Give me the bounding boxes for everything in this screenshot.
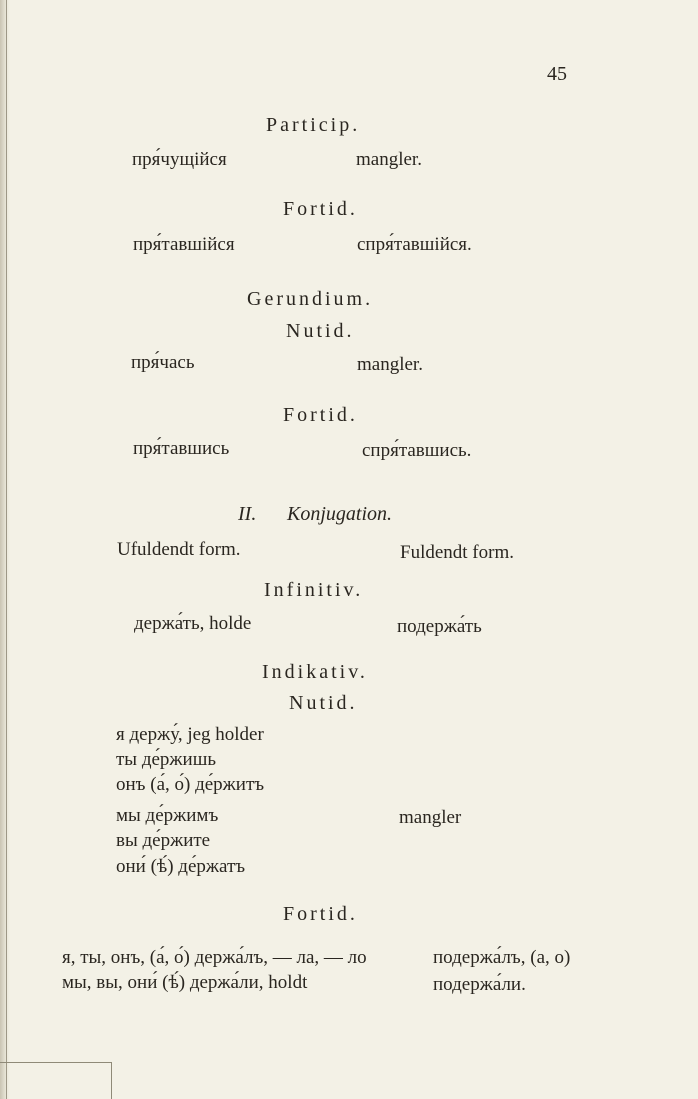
indikativ-line: мы де́ржимъ bbox=[116, 805, 219, 826]
ufuldendt-form-label: Ufuldendt form. bbox=[117, 539, 241, 560]
particip-fortid-right: спря́тавшійся. bbox=[357, 234, 472, 255]
infinitiv-left: держа́ть, holde bbox=[134, 613, 252, 634]
konjugation-title: Konjugation. bbox=[287, 503, 393, 525]
particip-present-right: mangler. bbox=[356, 149, 422, 170]
infinitiv-right: подержа́ть bbox=[397, 616, 482, 637]
fortid-row-left: мы, вы, они́ (ѣ́) держа́ли, holdt bbox=[62, 972, 308, 993]
gerundium-heading: Gerundium. bbox=[247, 288, 374, 310]
page-binding-edge bbox=[0, 0, 10, 1099]
konjugation-roman: II. bbox=[238, 503, 257, 525]
particip-fortid-left: пря́тавшійся bbox=[133, 234, 235, 255]
particip-present-left: пря́чущійся bbox=[132, 149, 227, 170]
indikativ-mangler-note: mangler bbox=[399, 807, 462, 828]
gerundium-fortid-heading: Fortid. bbox=[283, 404, 358, 426]
indikativ-line: они́ (ѣ́) де́ржатъ bbox=[116, 856, 246, 877]
indikativ-line: ты де́ржишь bbox=[116, 749, 217, 770]
page-corner-line-vertical bbox=[111, 1062, 112, 1099]
fortid-row-left: я, ты, онъ, (а́, о́) держа́лъ, — ла, — ло bbox=[62, 947, 367, 968]
indikativ-heading: Indikativ. bbox=[262, 661, 368, 683]
gerundium-fortid-right: спря́тавшись. bbox=[362, 440, 472, 461]
gerundium-fortid-left: пря́тавшись bbox=[133, 438, 230, 459]
gerundium-present-left: пря́чась bbox=[131, 352, 195, 373]
particip-fortid-heading: Fortid. bbox=[283, 198, 358, 220]
fortid-row-right: подержа́лъ, (а, о) bbox=[433, 947, 571, 968]
page-corner-line-horizontal bbox=[0, 1062, 112, 1063]
indikativ-line: вы де́ржите bbox=[116, 830, 211, 851]
fuldendt-form-label: Fuldendt form. bbox=[400, 542, 514, 563]
fortid-row-right: подержа́ли. bbox=[433, 974, 526, 995]
indikativ-line: онъ (а́, о́) де́ржитъ bbox=[116, 774, 265, 795]
gerundium-nutid-heading: Nutid. bbox=[286, 320, 355, 342]
gerundium-present-right: mangler. bbox=[357, 354, 423, 375]
particip-heading: Particip. bbox=[266, 114, 361, 136]
infinitiv-heading: Infinitiv. bbox=[264, 579, 364, 601]
indikativ-line: я держу́, jeg holder bbox=[116, 724, 264, 745]
page-number: 45 bbox=[547, 63, 567, 85]
indikativ-fortid-heading: Fortid. bbox=[283, 903, 358, 925]
indikativ-nutid-heading: Nutid. bbox=[289, 692, 358, 714]
page-edge-line bbox=[6, 0, 7, 1099]
